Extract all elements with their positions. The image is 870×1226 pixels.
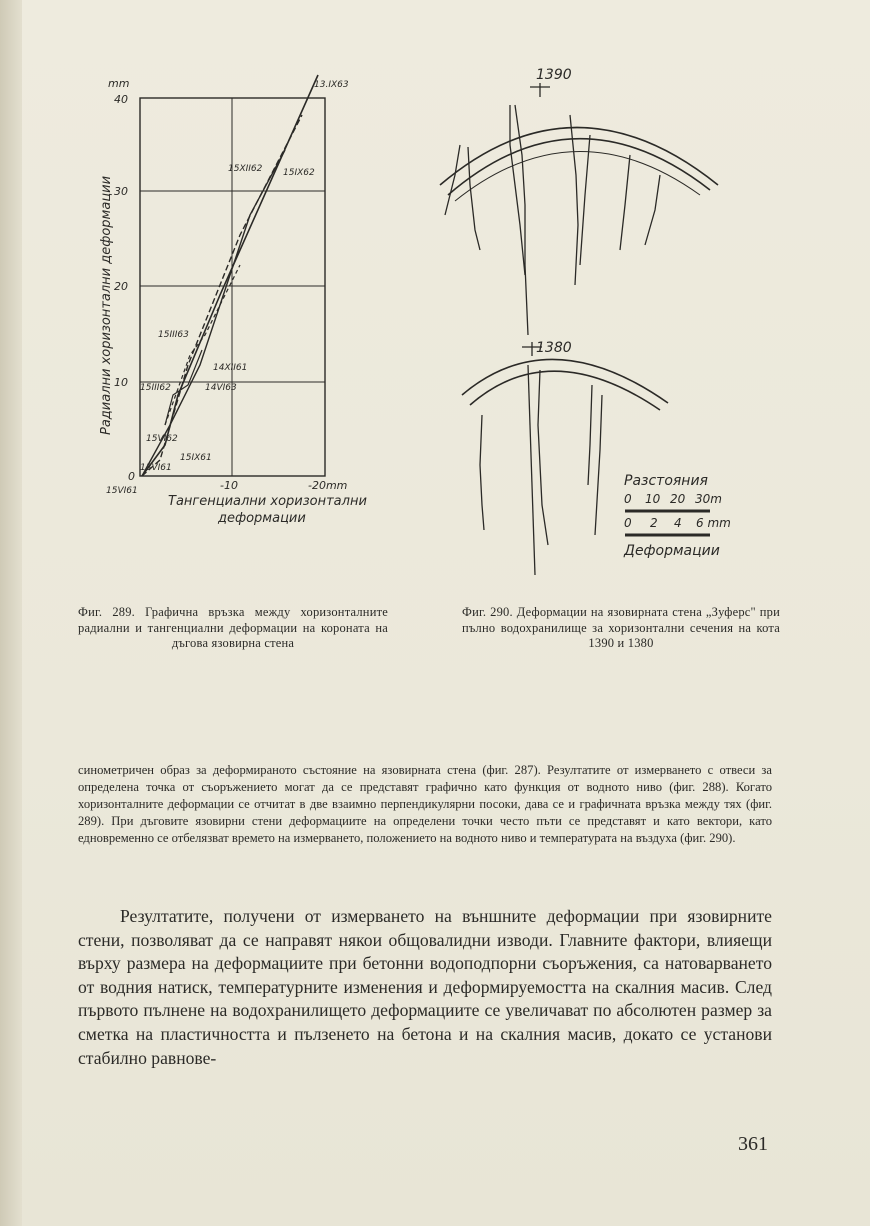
series-label: 15VI62 xyxy=(146,434,178,444)
figure-290-caption: Фиг. 290. Деформации на язовирната стена „Зуферс" при пълно водохранилище за хоризонтални сечения на кота 1390 и 1380 xyxy=(462,605,780,650)
series-label: 15XII62 xyxy=(228,164,263,174)
series-label: 14VI63 xyxy=(205,383,237,393)
scale-tick: 20 xyxy=(670,492,686,506)
section-label: 1380 xyxy=(536,340,572,356)
series-label: 13VI61 xyxy=(140,463,172,473)
series-label: 15VI61 xyxy=(106,486,138,496)
series-label: 15IX61 xyxy=(180,453,212,463)
page-number: 361 xyxy=(738,1133,768,1155)
scale-tick: 0 xyxy=(624,492,632,506)
x-tick-label: -10 xyxy=(220,479,238,492)
y-tick-label: 0 xyxy=(128,470,135,483)
y-tick-label: 10 xyxy=(114,376,128,389)
small-paragraph: синометричен образ за деформираното състояние на язовирната стена (фиг. 287). Резултатите от измерването с отвеси за определена точка от съоръжението могат да се представят графично като функция от водното ниво (фиг. 288). Когато хоризонталните деформации се отчитат в две взаимно перпендикулярни посоки, дава се и графичната връзка между тях (фиг. 289). При дъговите язовирни стени деформациите на определени точки често пъти се представят и като вектори, като едновременно се отбелязват времето на измерването, положението на водното ниво и температурата на въздуха (фиг. 290). xyxy=(78,763,772,845)
y-axis-label: Радиални хоризонтални деформации xyxy=(99,175,114,435)
y-tick-label: 40 xyxy=(114,93,128,106)
body-paragraph: Резултатите, получени от измерването на външните деформации при язовирните стени, позволяват да се направят някои общовалидни изводи. Главните фактори, влияещи върху размера на деформациите при бетонни водоподпорни съоръжения, са натоварването от водния натиск, температурните изменения и деформируемостта на скалния масив. След първото пълнене на водохранилището деформациите се увеличават по абсолютен размер за сметка на пластичността и пълзенето на бетона и на скалния масив, докато се установи стабилно равнове- xyxy=(78,906,772,1068)
y-tick-label: 30 xyxy=(114,185,128,198)
scale-title: Разстояния xyxy=(624,473,708,489)
fig289-labels xyxy=(99,77,367,526)
series-label: 14XII61 xyxy=(213,363,248,373)
fig290-labels xyxy=(536,67,731,559)
x-axis-label: деформации xyxy=(218,511,306,526)
figures xyxy=(70,65,790,605)
y-tick-label: 20 xyxy=(114,280,128,293)
scale-tick: 2 xyxy=(650,516,658,530)
section-label: 1390 xyxy=(536,67,572,83)
scale-tick: 4 xyxy=(674,516,682,530)
fig289-chart xyxy=(140,75,325,476)
series-label: 15III62 xyxy=(140,383,171,393)
scale-tick: 30m xyxy=(695,492,722,506)
deform-title: Деформации xyxy=(624,543,720,559)
small-text-block xyxy=(78,762,772,847)
page-edge xyxy=(0,0,22,1226)
y-unit-label: mm xyxy=(108,77,130,90)
body-text-block xyxy=(78,905,772,1070)
series-label: 13.IX63 xyxy=(314,80,349,90)
series-label: 15III63 xyxy=(158,330,189,340)
scale-tick: 10 xyxy=(645,492,661,506)
x-tick-label: -20mm xyxy=(308,479,348,492)
scale-tick: 0 xyxy=(624,516,632,530)
scale-tick: 6 mm xyxy=(696,516,731,530)
figure-289-caption: Фиг. 289. Графична връзка между хоризонталните радиални и тангенциални деформации на короната на дъгова язовирна стена xyxy=(78,605,388,650)
series-label: 15IX62 xyxy=(283,168,315,178)
x-axis-label: Тангенциални хоризонтални xyxy=(168,494,367,509)
